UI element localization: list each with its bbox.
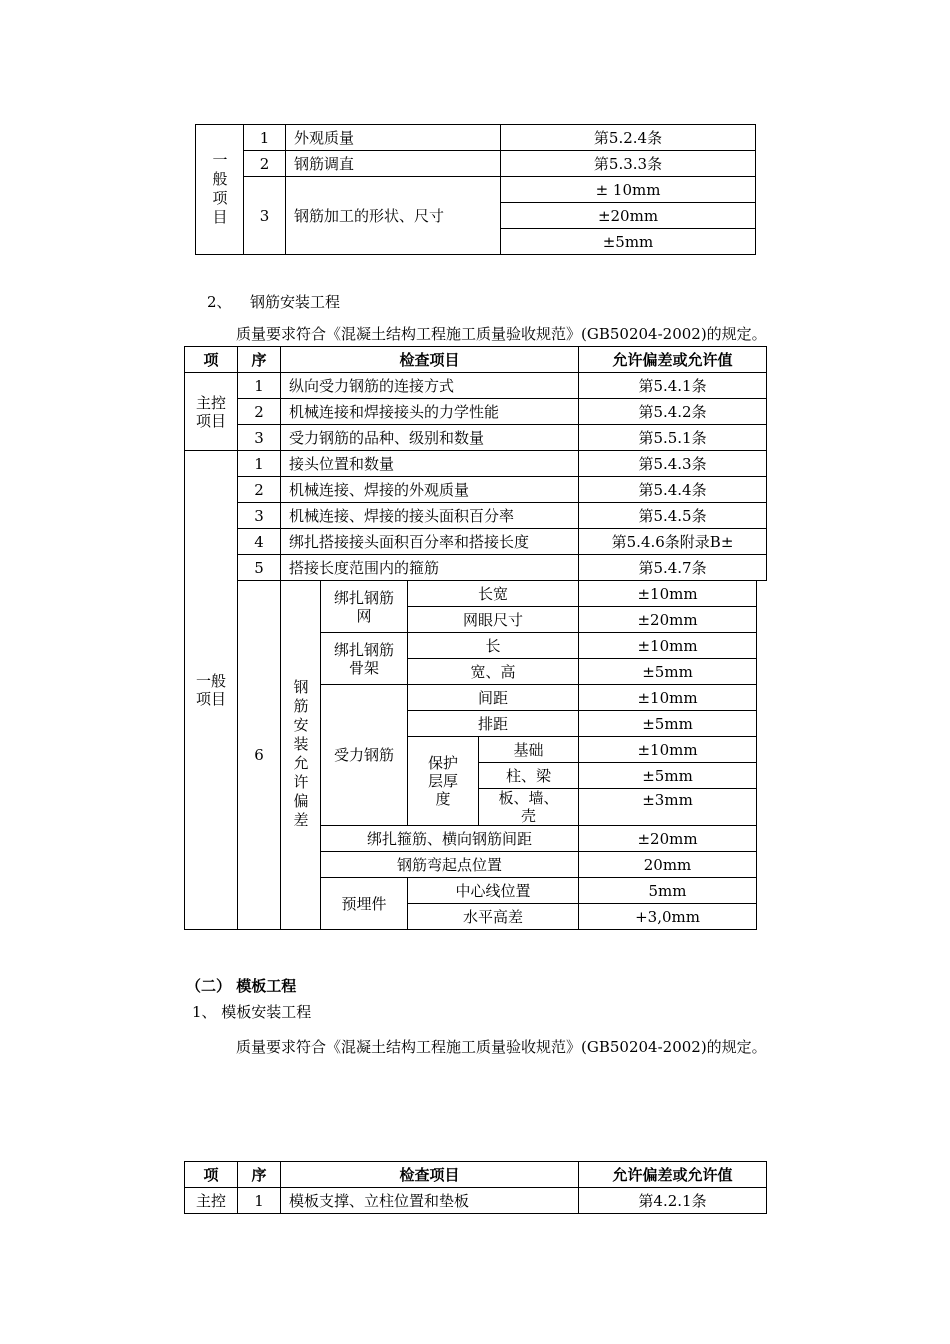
allowance: 第5.4.6条附录B±: [579, 529, 767, 555]
check-item: 纵向受力钢筋的连接方式: [281, 373, 579, 399]
group-general: 一般项目: [185, 451, 238, 930]
column-beam: 柱、梁: [479, 763, 579, 789]
section-title: 钢筋安装工程: [250, 293, 341, 311]
check-item: 外观质量: [286, 125, 501, 151]
check-item: 受力钢筋的品种、级别和数量: [281, 425, 579, 451]
spacing: 间距: [408, 685, 579, 711]
header-item: 检查项目: [281, 1162, 579, 1188]
foundation: 基础: [479, 737, 579, 763]
allowance: 5mm: [579, 878, 757, 904]
check-item: 绑扎搭接接头面积百分率和搭接长度: [281, 529, 579, 555]
row-no: 3: [238, 503, 281, 529]
check-item: 机械连接、焊接的外观质量: [281, 477, 579, 503]
row-no: 6: [238, 581, 281, 930]
check-item: 接头位置和数量: [281, 451, 579, 477]
section-heading: （二） 模板工程: [186, 977, 297, 995]
allowance: 第4.2.1条: [579, 1188, 767, 1214]
allowance: 第5.4.7条: [579, 555, 767, 581]
allowance: ±10mm: [579, 685, 757, 711]
stirrup-spacing: 绑扎箍筋、横向钢筋间距: [321, 826, 579, 852]
group-general: 一般项目: [196, 125, 244, 255]
requirement-text: 质量要求符合《混凝土结构工程施工质量验收规范》(GB50204-2002)的规定。: [236, 325, 767, 343]
rebar-processing-table: [195, 124, 756, 255]
allowance: ±5mm: [501, 229, 756, 255]
header-category: 项: [185, 347, 238, 373]
mesh-label: 绑扎钢筋网: [321, 581, 408, 633]
bend-point: 钢筋弯起点位置: [321, 852, 579, 878]
header-category: 项: [185, 1162, 238, 1188]
header-no: 序: [238, 347, 281, 373]
allowance: ±5mm: [579, 763, 757, 789]
row-no: 3: [238, 425, 281, 451]
header-item: 检查项目: [281, 347, 579, 373]
allowance: 第5.4.4条: [579, 477, 767, 503]
subsection-title: 1、 模板安装工程: [192, 1003, 312, 1021]
mesh-length-width: 长宽: [408, 581, 579, 607]
cover-thickness: 保护层厚度: [408, 737, 479, 826]
check-item: 钢筋加工的形状、尺寸: [286, 177, 501, 255]
header-no: 序: [238, 1162, 281, 1188]
spacer: [757, 581, 767, 930]
check-item: 搭接长度范围内的箍筋: [281, 555, 579, 581]
allowance: ±5mm: [579, 711, 757, 737]
section-number: 2、: [207, 293, 232, 311]
check-item: 机械连接、焊接的接头面积百分率: [281, 503, 579, 529]
allowance: ±10mm: [579, 737, 757, 763]
allowance: 第5.3.3条: [501, 151, 756, 177]
allowance: ±3mm: [579, 789, 757, 826]
row-no: 3: [244, 177, 286, 255]
allowance: ±10mm: [579, 633, 757, 659]
formwork-table: [184, 1161, 767, 1214]
allowance: ± 10mm: [501, 177, 756, 203]
row-no: 2: [244, 151, 286, 177]
allowance: 第5.4.2条: [579, 399, 767, 425]
header-allowance: 允许偏差或允许值: [579, 1162, 767, 1188]
requirement-text: 质量要求符合《混凝土结构工程施工质量验收规范》(GB50204-2002)的规定。: [236, 1038, 767, 1056]
cage-width-height: 宽、高: [408, 659, 579, 685]
row-no: 1: [238, 373, 281, 399]
allowance: 第5.2.4条: [501, 125, 756, 151]
row-no: 1: [238, 1188, 281, 1214]
slab-wall-shell: 板、墙、壳: [479, 789, 579, 826]
allowance: +3,0mm: [579, 904, 757, 930]
cage-label: 绑扎钢筋骨架: [321, 633, 408, 685]
allowance: ±20mm: [501, 203, 756, 229]
allowance: ±20mm: [579, 607, 757, 633]
embedded-label: 预埋件: [321, 878, 408, 930]
row-no: 4: [238, 529, 281, 555]
row-no: 1: [244, 125, 286, 151]
check-item: 模板支撑、立柱位置和垫板: [281, 1188, 579, 1214]
rebar-install-table: [184, 346, 767, 930]
row-spacing: 排距: [408, 711, 579, 737]
stressed-rebar-label: 受力钢筋: [321, 685, 408, 826]
group-main: 主控项目: [185, 373, 238, 451]
row-no: 2: [238, 399, 281, 425]
mesh-opening: 网眼尺寸: [408, 607, 579, 633]
row-no: 5: [238, 555, 281, 581]
cage-length: 长: [408, 633, 579, 659]
allowance: 第5.4.3条: [579, 451, 767, 477]
allowance: ±10mm: [579, 581, 757, 607]
allowance: 第5.5.1条: [579, 425, 767, 451]
group-main: 主控: [185, 1188, 238, 1214]
check-item: 机械连接和焊接接头的力学性能: [281, 399, 579, 425]
row6-label: 钢筋安装允许偏差: [281, 581, 321, 930]
header-allowance: 允许偏差或允许值: [579, 347, 767, 373]
allowance: 20mm: [579, 852, 757, 878]
row-no: 2: [238, 477, 281, 503]
allowance: 第5.4.5条: [579, 503, 767, 529]
center-line: 中心线位置: [408, 878, 579, 904]
allowance: ±20mm: [579, 826, 757, 852]
allowance: 第5.4.1条: [579, 373, 767, 399]
check-item: 钢筋调直: [286, 151, 501, 177]
level-diff: 水平高差: [408, 904, 579, 930]
row-no: 1: [238, 451, 281, 477]
allowance: ±5mm: [579, 659, 757, 685]
